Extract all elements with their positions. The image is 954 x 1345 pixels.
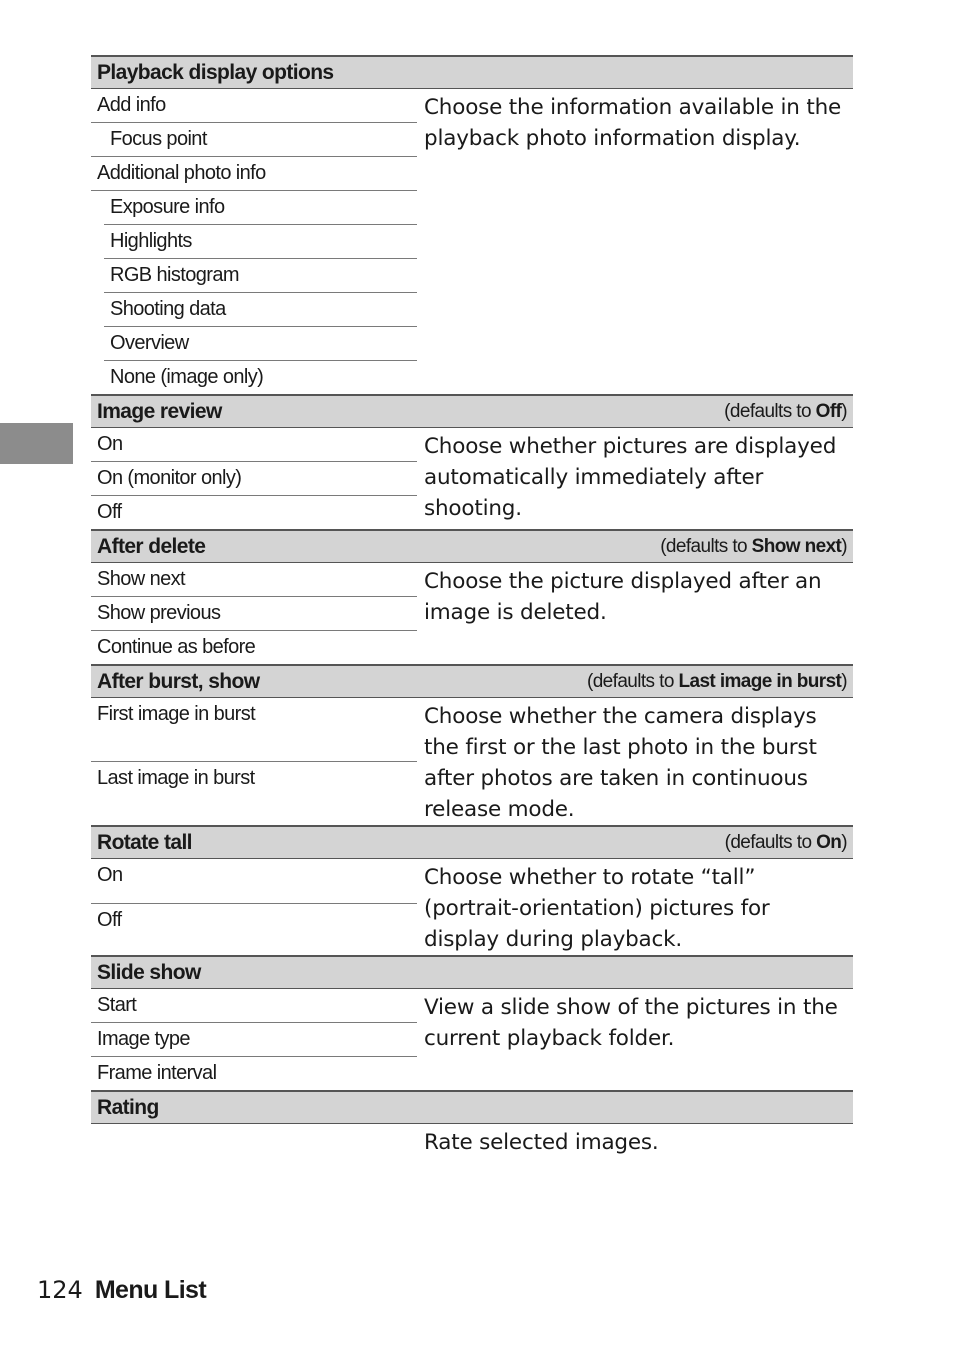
option-label: Continue as before: [97, 636, 256, 658]
option-item-exposure-info: Exposure info: [104, 191, 417, 225]
default-suffix: ): [841, 535, 848, 557]
option-item-on: [91, 428, 417, 462]
section-title: Slide show: [97, 960, 201, 984]
option-list: [91, 89, 417, 123]
option-label: Last image in burst: [97, 766, 255, 789]
option-item-on-monitor-only: [91, 462, 417, 496]
option-item-last-image-in-burst: [91, 761, 417, 826]
default-suffix: ): [841, 400, 848, 422]
option-row: [91, 859, 853, 904]
option-item-show-next: [91, 563, 417, 597]
default-note: [660, 536, 847, 558]
option-item-off: [91, 904, 417, 956]
default-value: Off: [815, 400, 842, 422]
option-label: On: [97, 864, 123, 886]
option-label: Show next: [97, 568, 185, 590]
section-description: Choose whether to rotate “tall” (portrait-orientation) pictures for display during playback.: [424, 865, 770, 952]
section-description: Rate selected images.: [424, 1130, 659, 1155]
chapter-tab-marker: [0, 423, 73, 464]
section-title: After burst, show: [97, 669, 260, 693]
section-description: Choose whether the camera displays the first or the last photo in the burst after photos are taken in continuous release mode.: [424, 704, 817, 822]
default-note: [725, 832, 847, 854]
option-item-highlights: Highlights: [104, 225, 417, 259]
option-row: [91, 563, 853, 597]
option-item-frame-interval: [91, 1057, 417, 1092]
option-item-add-info: Add info: [97, 94, 166, 116]
option-label: First image in burst: [97, 703, 256, 725]
option-label: Off: [97, 909, 122, 932]
option-list: [91, 123, 417, 157]
section-description: View a slide show of the pictures in the current playback folder.: [424, 995, 838, 1051]
option-item-none-image-only: None (image only): [110, 366, 264, 388]
default-suffix: ): [841, 670, 848, 692]
option-label: Off: [97, 501, 122, 523]
section-header-slide-show: [91, 956, 853, 989]
option-label: On (monitor only): [97, 467, 242, 489]
footer-section-name: Menu List: [94, 1276, 207, 1304]
section-header-after-delete: [91, 530, 853, 563]
section-header-playback-display-options: [91, 56, 853, 89]
default-value: Last image in burst: [678, 670, 842, 692]
option-row: [91, 698, 853, 762]
default-suffix: ): [841, 831, 848, 853]
option-label: Frame interval: [97, 1062, 217, 1084]
default-note: [724, 401, 847, 423]
section-title: Playback display options: [97, 60, 334, 84]
section-description: Choose whether pictures are displayed automatically immediately after shooting.: [424, 434, 837, 521]
section-header-rating: [91, 1091, 853, 1124]
option-item-overview: Overview: [104, 327, 417, 361]
page-footer: [37, 1276, 206, 1305]
option-item-start: [91, 989, 417, 1023]
option-list-empty: [91, 1124, 417, 1159]
option-row: [91, 1124, 853, 1159]
section-header-after-burst-show: [91, 665, 853, 698]
section-description: Choose the information available in the playback photo information display.: [424, 95, 842, 151]
default-prefix: (defaults to: [660, 535, 752, 557]
default-value: Show next: [751, 535, 842, 557]
option-row: [91, 428, 853, 462]
option-item-continue-as-before: [91, 631, 417, 666]
section-title: After delete: [97, 534, 206, 558]
option-item-shooting-data: Shooting data: [104, 293, 417, 327]
section-title: Rotate tall: [97, 830, 192, 854]
option-item-additional-photo-info: Additional photo info: [91, 157, 417, 191]
default-value: On: [816, 831, 842, 853]
option-row: [91, 989, 853, 1023]
option-label: Show previous: [97, 602, 221, 624]
option-item-focus-point: Focus point: [110, 128, 207, 150]
option-item-off: [91, 496, 417, 531]
section-header-image-review: [91, 395, 853, 428]
section-description: Choose the picture displayed after an image is deleted.: [424, 569, 822, 625]
option-item-first-image-in-burst: [91, 698, 417, 762]
menu-table: [91, 55, 853, 1158]
section-title: Image review: [97, 399, 222, 423]
default-note: [587, 671, 847, 693]
option-label: On: [97, 433, 123, 455]
option-item-show-previous: [91, 597, 417, 631]
page-number: 124: [37, 1276, 83, 1304]
option-row: [91, 89, 853, 123]
section-header-rotate-tall: [91, 826, 853, 859]
default-prefix: (defaults to: [724, 400, 816, 422]
option-label: Start: [97, 994, 137, 1016]
section-title: Rating: [97, 1095, 159, 1119]
default-prefix: (defaults to: [724, 831, 817, 853]
default-prefix: (defaults to: [586, 670, 679, 692]
option-label: Image type: [97, 1028, 190, 1050]
option-list: [91, 157, 417, 396]
option-item-on: [91, 859, 417, 904]
option-item-image-type: [91, 1023, 417, 1057]
option-item-rgb-histogram: RGB histogram: [104, 259, 417, 293]
